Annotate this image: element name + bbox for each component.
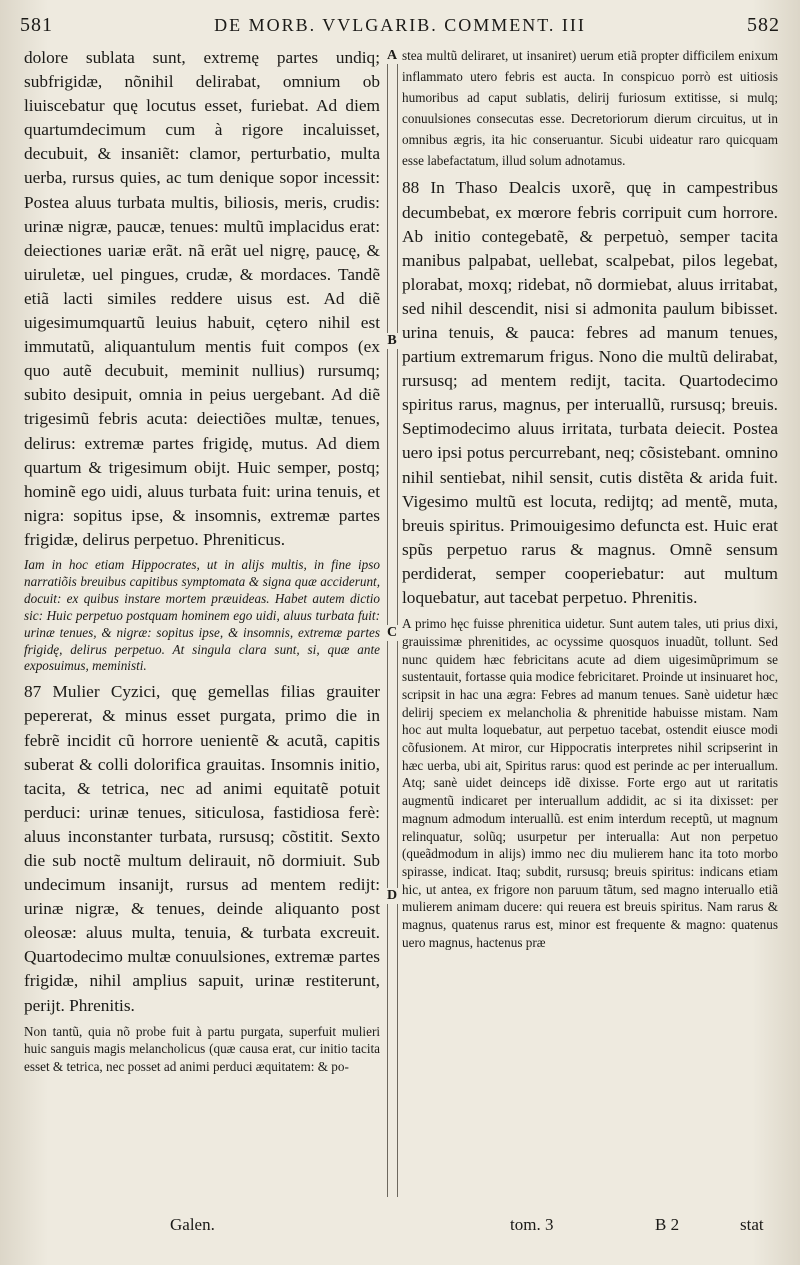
commentary-continuation: stea multũ deliraret, ut insaniret) uerum etiã propter difficilem enixum inflammato utero febris est aucta. In conspicuo porrò est uitiosis humoribus ad caput sublatis, delirij furiosum extitisse, si mulq; conuulsiones consecutas esse. Decretoriorum dierum circuitus, ut in omnibus ægris, ita hic conseruantur. Sicubi uideatur raro quicquam esse labefactatum, illud solum adnotamus. <box>402 48 778 168</box>
case-88-paragraph: 88 In Thaso Dealcis uxorẽ, quę in campestribus decumbebat, ex mœrore febris corripuit cum horrore. Ab initio contegebatẽ, & perpetuò, semper tacita manibus palpabat, uellebat, scalpebat, pilos legebat, plorabat, moxq; ridebat, nõ dormiebat, aluus irritabat, sed nihil descendit, nisi si admonita paulum bibisset. urina tenuis, & pauca: febres ad manum tenues, partium extremarum frigus. Nono die multũ delirabat, rursusq; ad mentem redijt, tacita. Quartodecimo spiritus rarus, magnus, per interuallũ, rursusq; breuis. Septimodecimo aluus irritata, turbata deiecit. Postea uero ipsi potus percurrebant, neq; cõsistebant. omnino nihil sentiebat, nihil sensit, cutis distẽta & arida fuit. Vigesimo multũ est locuta, redijtq; ad mentẽ, muta, breuis spiritus. Primouigesimo defuncta est. Huic erat spũs perpetuo rarus & magnus. Omnẽ sensum perdiderat, semper cooperiebatur: aut multum loquebatur, aut tacebat perpetuo. Phrenitis. <box>402 178 778 608</box>
running-title: DE MORB. VVLGARIB. COMMENT. III <box>214 15 586 35</box>
catchword-left: Galen. <box>170 1215 215 1234</box>
page-footer <box>0 1215 800 1241</box>
margin-letter-a: A <box>382 48 402 64</box>
page-number-right: 582 <box>747 14 780 36</box>
volume-mark: tom. 3 <box>510 1215 554 1234</box>
commentary-case-88: A primo hęc fuisse phrenitica uidetur. Sunt autem tales, uti prius dixi, grauissimæ phrenitides, ac ocyssime quosquos inuadũt, tollunt. Sed nunc quidem hæc febricitans acute ad diem uigesimũprimum se sustentauit, fortasse quia modice febricitaret. Proinde ut insinuaret hoc, scripsit in hac una ægra: Febres ad manum tenues. Sanè uidetur hæc delirij speciem ex melancholia & phrenitide habuisse mistam. Nam hoc aut multa loquebatur, aut perpetuo tacebat, ostendit eiusce modi cõfusionem. At miror, cur Hippocratis interpretes nihil scripserint in hæc uerba, ubi ait, Spiritus rarus: quod est perinde ac per interuallum. Atq; sanè uidet deinceps idẽ dixisse. Forte ergo aut ut raritatis augmentũ indicaret per interuallum addidit, ac si ita dixisset: per magnum admodum interuallũ. est enim interdum receptũ, ut magnum relinquatur, solũq; usurpetur per interualla: Aut non perpetuo (queãdmodum in alijs) immo nec diu mulierem hanc ita toto morbo spirasse, indicat. Itaq; subdit, rursusq; breuis spiritus: indicans etiam hic, ut antea, ex frigore non paruum tãtum, sed magno interuallo etiã mulierem animam ducere: qui reuera est breuis spiritus. Nam rarus & magnus, quatenus rarus est, minor est frequente & magno: quatenus uero magnus, hactenus præ <box>402 616 778 950</box>
margin-letter-c: C <box>382 625 402 641</box>
margin-letter-d: D <box>382 888 402 904</box>
right-column <box>402 46 778 1203</box>
running-header <box>20 14 780 44</box>
left-column <box>24 46 380 1203</box>
case-narrative-paragraph: dolore sublata sunt, extremę partes undiq; subfrigidæ, nõnihil delirabat, omnium ob liuiscebatur quę locutus esset, furiebat. Ad diem quartumdecimum cum à rigore incaluisset, decubuit, & insaniẽt: clamor, perturbatio, multa uerba, rursus quies, ac tum denique sopor incessit: Postea aluus turbata multis, biliosis, meris, crudis: urinæ nigræ, paucæ, tenues: multũ implacidus erat: deiectiones uariæ erãt. nã erãt uel nigrę, paucę, & uiruletæ, uel pingues, crudæ, & mordaces. Tandẽ etiã lacti similes reddere uisus est. Ad diẽ uigesimumquartũ leuius habuit, cętero nihil est immutatũ, aliquantulum mentis fuit compos (ex quo autẽ decubuit, meminit nullius) rursumq; subito desipuit, omnia in peius uergebant. Ad diẽ trigesimũ febris acuta: deiectiões multæ, tenues, delirus: extremæ partes frigidę, mutus. Ad diem quartum & trigesimum obijt. Huic semper, postq; hominẽ ego uidi, aluus turbata fuit: urina tenuis, et nigra: sopitus ipse, & insomnis, extremæ partes frigidæ, delirus perpetuo. Phreniticus. <box>24 48 380 549</box>
commentary-paragraph-continued: Non tantũ, quia nõ probe fuit à partu purgata, superfuit mulieri huic sanguis magis melancholicus (quæ causa erat, cur initio tacita esset & tetrica, nec posset ad animi perduci æquitatem: & po- <box>24 1023 380 1075</box>
page-number-left: 581 <box>20 14 53 36</box>
commentary-paragraph: Iam in hoc etiam Hippocrates, ut in alijs multis, in fine ipso narratiõis breuibus capitibus symptomata & signa quæ acciderunt, docuit: ex quibus instare mortem præuideas. Habet autem dictio sic: Huic perpetuo postquam hominem ego uidi, aluus turbata fuit: urinæ tenues, & nigræ: sopitus ipse, & insomnis, extremæ partes frigidę, delirus perpetuo. At singula clara sunt, si, quæ ante exposuimus, meministi. <box>24 556 380 674</box>
margin-letter-b: B <box>382 333 402 349</box>
catchword-right: stat <box>740 1215 764 1234</box>
case-87-paragraph: 87 Mulier Cyzici, quę gemellas filias grauiter pepererat, & minus esset purgata, primo die in febrẽ incidit cũ horrore uenientẽ & acutã, capitis suberat & colli dolorifica grauitas. Insomnis initio, tacita, & tetrica, nec ad animi equitatẽ potuit perduci: urinæ tenues, siticulosa, fastidiosa ferè: aluus inconstanter turbata, rursusq; cõstitit. Sexto die sub noctẽ multum delirauit, nõ dormiuit. Sub undecimum insanijt, rursus ad mentem redijt: urinæ nigræ, & tenues, deinde aliquanto post oleosæ: aluus multa, tenuia, & turbata excreuit. Quartodecimo multæ conuulsiones, extremæ partes frigidæ, nihil amplius sapuit, urinæ restiterunt, perijt. Phrenitis. <box>24 682 380 1015</box>
signature-mark: B 2 <box>655 1215 680 1234</box>
